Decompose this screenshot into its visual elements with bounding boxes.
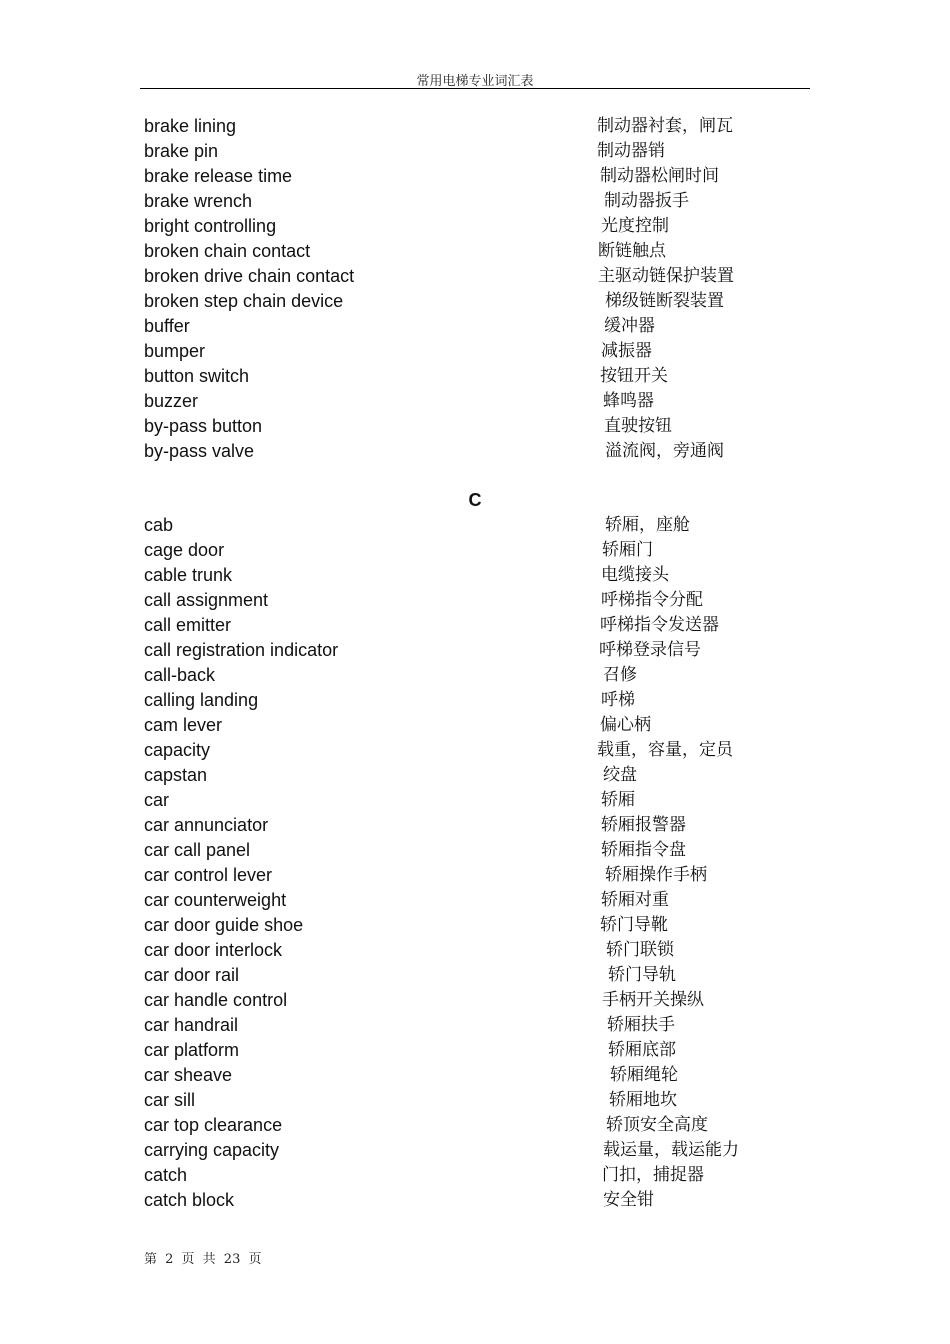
glossary-row [0,863,950,888]
term-zh: 轿门导轨 [608,965,676,985]
term-en: bright controlling [144,216,277,236]
glossary-row [0,888,950,913]
term-zh: 载重，容量，定员 [597,740,733,760]
term-en: cable trunk [144,565,233,585]
glossary-row [0,214,950,239]
term-en: call-back [144,665,216,685]
glossary-row [0,314,950,339]
term-en: catch [144,1165,188,1185]
glossary-row [0,139,950,164]
glossary-row [0,1088,950,1113]
term-zh: 主驱动链保护装置 [598,266,734,286]
term-zh: 轿厢 [601,790,635,810]
term-zh: 偏心柄 [600,715,651,735]
glossary-row [0,563,950,588]
glossary-row [0,963,950,988]
glossary-row [0,289,950,314]
term-en: car platform [144,1040,240,1060]
header-rule [140,88,810,89]
term-en: capacity [144,740,211,760]
term-zh: 轿顶安全高度 [606,1115,708,1135]
glossary-row [0,638,950,663]
glossary-row [0,788,950,813]
glossary-row [0,613,950,638]
glossary-row [0,988,950,1013]
glossary-row [0,389,950,414]
term-zh: 轿厢底部 [608,1040,676,1060]
term-en: car annunciator [144,815,269,835]
term-en: buzzer [144,391,199,411]
glossary-row [0,264,950,289]
glossary-row [0,913,950,938]
term-en: car call panel [144,840,251,860]
term-zh: 呼梯指令分配 [601,590,703,610]
term-en: car door rail [144,965,240,985]
glossary-row [0,738,950,763]
term-en: bumper [144,341,206,361]
term-zh: 呼梯指令发送器 [600,615,719,635]
term-zh: 轿门导靴 [600,915,668,935]
glossary-row [0,813,950,838]
glossary-row [0,439,950,464]
term-zh: 轿厢门 [602,540,653,560]
glossary-row [0,1013,950,1038]
glossary-row [0,1038,950,1063]
term-zh: 轿厢扶手 [607,1015,675,1035]
term-en: brake release time [144,166,293,186]
term-zh: 轿厢指令盘 [601,840,686,860]
term-zh: 光度控制 [601,216,669,236]
glossary-row [0,1188,950,1213]
section-heading: C [468,490,482,510]
term-zh: 缓冲器 [604,316,655,336]
term-en: call registration indicator [144,640,339,660]
term-en: by-pass button [144,416,263,436]
term-zh: 断链触点 [598,241,666,261]
term-en: cab [144,515,174,535]
glossary-row [0,588,950,613]
term-zh: 手柄开关操纵 [602,990,704,1010]
page-header-title: 常用电梯专业词汇表 [416,74,534,89]
term-en: carrying capacity [144,1140,280,1160]
glossary-row [0,838,950,863]
term-zh: 制动器松闸时间 [600,166,719,186]
term-zh: 轿厢报警器 [601,815,686,835]
term-en: buffer [144,316,190,336]
term-en: car control lever [144,865,273,885]
term-zh: 安全钳 [603,1190,654,1210]
page-footer: 第 2 页 共 23 页 [144,1252,262,1267]
term-zh: 减振器 [601,341,652,361]
glossary-row [0,1138,950,1163]
term-en: cage door [144,540,225,560]
term-zh: 制动器扳手 [604,191,689,211]
term-en: car sill [144,1090,196,1110]
term-en: calling landing [144,690,259,710]
term-zh: 门扣，捕捉器 [602,1165,704,1185]
glossary-row [0,663,950,688]
term-zh: 电缆接头 [601,565,669,585]
term-en: car door interlock [144,940,283,960]
glossary-row [0,339,950,364]
term-en: broken step chain device [144,291,344,311]
glossary-row [0,938,950,963]
term-en: car sheave [144,1065,233,1085]
glossary-row [0,1113,950,1138]
term-en: call assignment [144,590,269,610]
glossary-row [0,688,950,713]
term-zh: 按钮开关 [600,366,668,386]
term-en: broken chain contact [144,241,311,261]
term-zh: 轿厢操作手柄 [605,865,707,885]
term-en: broken drive chain contact [144,266,355,286]
term-en: car handle control [144,990,288,1010]
glossary-row [0,713,950,738]
term-zh: 轿厢地坎 [609,1090,677,1110]
glossary-row [0,1163,950,1188]
glossary-row [0,763,950,788]
glossary-row [0,364,950,389]
term-zh: 梯级链断裂装置 [605,291,724,311]
glossary-row [0,538,950,563]
glossary-row [0,239,950,264]
term-en: brake lining [144,116,237,136]
glossary-row [0,1063,950,1088]
term-zh: 呼梯 [601,690,635,710]
term-zh: 制动器销 [597,141,665,161]
term-zh: 直驶按钮 [604,416,672,436]
term-zh: 轿厢，座舱 [605,515,690,535]
term-en: car counterweight [144,890,287,910]
glossary-row [0,414,950,439]
term-zh: 绞盘 [603,765,637,785]
term-zh: 载运量，载运能力 [603,1140,739,1160]
term-en: car handrail [144,1015,239,1035]
term-en: button switch [144,366,250,386]
term-zh: 溢流阀，旁通阀 [605,441,724,461]
glossary-row [0,114,950,139]
term-zh: 轿门联锁 [606,940,674,960]
term-zh: 蜂鸣器 [603,391,654,411]
term-en: call emitter [144,615,232,635]
term-en: car door guide shoe [144,915,304,935]
term-zh: 制动器衬套，闸瓦 [597,116,733,136]
term-zh: 呼梯登录信号 [599,640,701,660]
term-en: car [144,790,170,810]
glossary-row [0,189,950,214]
term-en: brake pin [144,141,219,161]
term-en: by-pass valve [144,441,255,461]
term-zh: 召修 [603,665,637,685]
glossary-row [0,164,950,189]
term-en: catch block [144,1190,235,1210]
term-en: brake wrench [144,191,253,211]
term-en: capstan [144,765,208,785]
term-en: car top clearance [144,1115,283,1135]
glossary-row [0,513,950,538]
term-en: cam lever [144,715,223,735]
term-zh: 轿厢绳轮 [610,1065,678,1085]
term-zh: 轿厢对重 [601,890,669,910]
